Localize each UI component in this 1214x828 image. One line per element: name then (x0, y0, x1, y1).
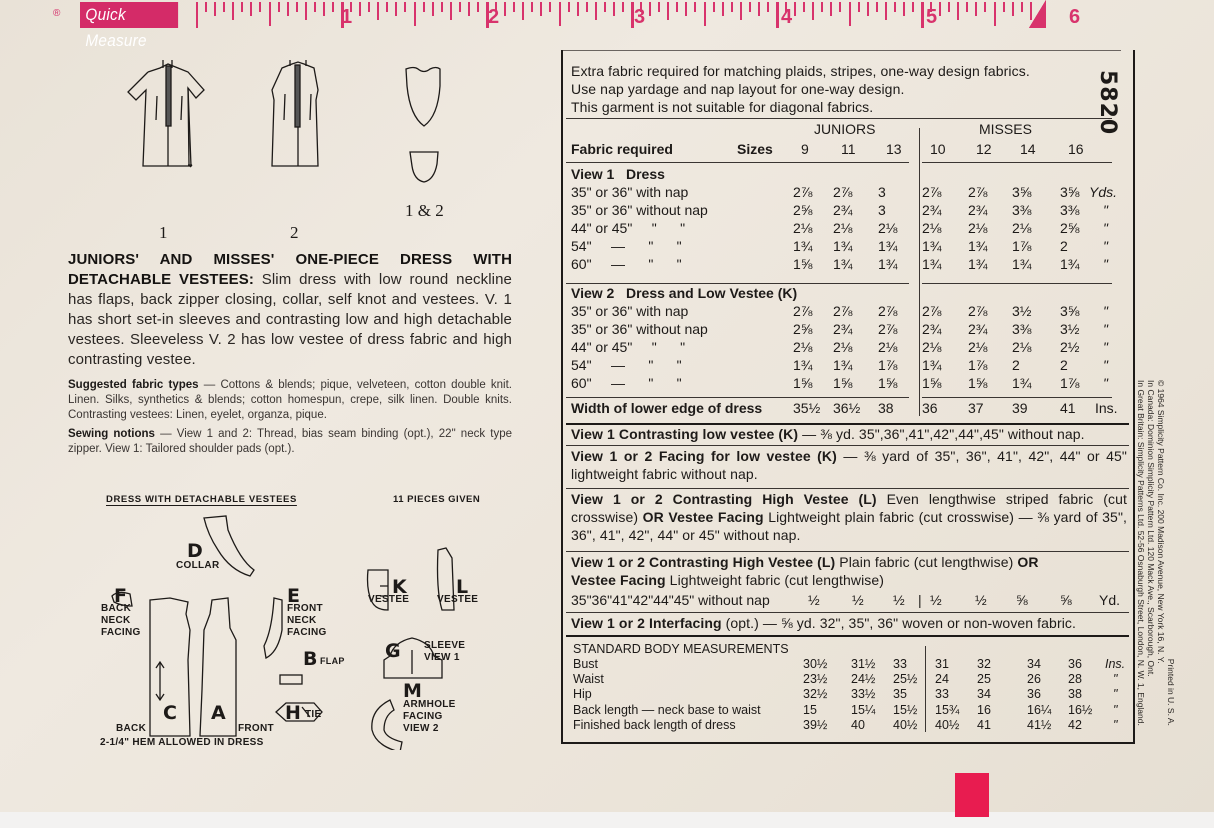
size-header: 13 (886, 141, 902, 157)
yardage-value: 2⅛ (878, 339, 898, 355)
row-label: 60" — " " (571, 256, 682, 272)
yardage-value: 1¾ (1060, 256, 1080, 272)
piece-letter-d: D (187, 540, 203, 562)
description-body: Slim dress with low round neckline has flaps, back zipper closing, collar, self knot and vestees. V. 1 has short set-in sleeves and contrasting low and high detachable vestees. Sleeveless V. 2 has low vestee of dress fabric and high contrasting vestee. (68, 271, 512, 368)
yardage-value: 1⅝ (793, 256, 813, 272)
row-label: 35" or 36" with nap (571, 184, 689, 200)
width-value: 41 (1060, 400, 1076, 416)
divider (566, 397, 909, 398)
row-label: 35" or 36" with nap (571, 303, 689, 319)
measurement-label: Finished back length of dress (573, 717, 736, 732)
copyright-line: In Canada: Dominion Simplicity Pattern Ltd. 120 Mack Ave., Scarborough, Ont. (1146, 380, 1156, 677)
yardage-value: 2⅛ (922, 339, 942, 355)
yardage-value: 2⅛ (968, 339, 988, 355)
yardage-value: 2⅛ (922, 220, 942, 236)
measurement-value: 33 (893, 657, 907, 671)
vestees-views-label: 1 & 2 (405, 201, 444, 220)
ruler-number: 3 (634, 6, 646, 28)
yardage-value: 2 (1060, 238, 1068, 254)
measurement-value: 32½ (803, 687, 828, 702)
piece-name-vestee-l: VESTEE (437, 594, 479, 605)
measurement-value: 26 (1027, 672, 1041, 687)
piece-name-back: BACK (116, 723, 147, 734)
yardage-value: 2⅛ (833, 339, 853, 355)
measurement-value: 40½ (935, 717, 960, 732)
yardage-value: ⅝ (1016, 592, 1028, 608)
yardage-value: 1¾ (968, 256, 988, 272)
yardage-value: 2⅞ (878, 303, 898, 319)
unit: Yd. (1099, 592, 1121, 608)
yardage-value: 2½ (1060, 339, 1080, 355)
note-label: OR (1017, 554, 1039, 570)
yardage-value: 3½ (1060, 321, 1080, 337)
high-vestee-striped-note (571, 490, 1127, 544)
measurement-value: 42 (1068, 717, 1082, 732)
divider (566, 283, 909, 284)
piece-letter-h: H (285, 702, 301, 724)
pieces-diagram-title: DRESS WITH DETACHABLE VESTEES (106, 494, 297, 505)
measurement-label: Bust (573, 657, 599, 671)
ruler-number: 1 (341, 6, 353, 28)
yardage-value: 3 (878, 184, 886, 200)
registered-mark: ® (53, 8, 61, 19)
piece-letter-e: E (287, 585, 300, 607)
note-label: View 1 or 2 Contrasting High Vestee (L) (571, 491, 877, 507)
widths-label: 35"36"41"42"44"45" without nap (571, 592, 770, 608)
unit: " (1103, 220, 1108, 236)
yardage-value: 2⅛ (1012, 220, 1032, 236)
divider (566, 635, 1129, 637)
yardage-value: 1¾ (922, 256, 942, 272)
yardage-value: ½ (893, 592, 905, 608)
yardage-value: 3⅜ (1012, 202, 1032, 218)
measurement-value: 16 (977, 702, 991, 717)
yardage-value: 3⅝ (1060, 184, 1080, 200)
yardage-value: 1⅝ (922, 375, 942, 391)
note-text: — ⅜ yard of 35", 36", 41", 42", 44" or 45" lightweight fabric without nap. (571, 448, 1127, 482)
note-label: View 1 or 2 Interfacing (571, 615, 722, 631)
row-label: 54" — " " (571, 238, 682, 254)
piece-letter-f: F (114, 585, 127, 607)
yardage-value: ½ (852, 592, 864, 608)
quick-measure-badge: Quick Measure (80, 2, 178, 28)
note-label: View 1 or 2 Contrasting High Vestee (L) (571, 554, 836, 570)
row-label: 35" or 36" without nap (571, 202, 708, 218)
yardage-value: 2⅞ (833, 184, 853, 200)
unit: " (1103, 321, 1108, 337)
unit: " (1113, 702, 1118, 717)
divider (566, 488, 1129, 489)
yardage-value: ½ (930, 592, 942, 608)
measurement-value: 41 (977, 717, 991, 732)
yardage-value: 3 (878, 202, 886, 218)
piece-name-collar: COLLAR (176, 560, 220, 571)
pattern-number: 5820 (1095, 70, 1120, 136)
unit: " (1113, 672, 1118, 687)
yardage-value: 1¾ (833, 238, 853, 254)
measurement-value: 35 (893, 687, 907, 702)
ruler-number: 5 (926, 6, 938, 28)
copyright-line: © 1964 Simplicity Pattern Co. Inc. 200 Madison Avenue, New York 16, N. Y. (1156, 380, 1166, 664)
yardage-value: 2⅞ (922, 184, 942, 200)
piece-name-armhole-facing: ARMHOLE FACING VIEW 2 (403, 699, 456, 734)
size-header: 14 (1020, 141, 1036, 157)
yardage-value: 3⅝ (1060, 303, 1080, 319)
yardage-value: 2¾ (833, 321, 853, 337)
yardage-value: 2⅞ (793, 184, 813, 200)
fabric-types-text: — Cottons & blends; pique, velveteen, cotton double knit. Linen. Silks, synthetics & blends; cotton homespun, crepe, silk linen. Double knits. Contrasting vestees: Linen, eyelet, organza, pique. (68, 379, 513, 421)
yardage-value: 2⅛ (878, 220, 898, 236)
row-label: 60" — " " (571, 375, 682, 391)
yardage-value: 3⅜ (1060, 202, 1080, 218)
yardage-value: 1⅞ (1012, 238, 1032, 254)
note-text: — ⅜ yd. 35",36",41",42",44",45" without nap. (802, 426, 1085, 442)
piece-letter-k: K (392, 576, 407, 598)
copyright-line: In Great Britain: Simplicity Patterns Ltd. 52-56 Osnaburgh Street, London, N. W. 1, England. (1136, 380, 1146, 726)
measurement-value: 15¼ (851, 702, 876, 717)
yardage-value: 1¾ (1012, 256, 1032, 272)
measurement-value: 33 (935, 687, 949, 702)
measurement-value: 41½ (1027, 717, 1052, 732)
juniors-misses-divider (925, 646, 926, 732)
width-lower-edge-label: Width of lower edge of dress (571, 400, 763, 416)
unit: Ins. (1095, 400, 1118, 416)
row-label: 35" or 36" without nap (571, 321, 708, 337)
yardage-value: 2⅞ (833, 303, 853, 319)
yardage-value: 1¾ (1012, 375, 1032, 391)
unit: " (1103, 375, 1108, 391)
yardage-value: 3½ (1012, 303, 1032, 319)
measurement-value: 16¼ (1027, 702, 1052, 717)
contrasting-low-vestee-note (571, 425, 1127, 443)
divider (566, 162, 909, 163)
measurement-value: 24 (935, 672, 949, 687)
yardage-value: 1¾ (922, 357, 942, 373)
notions-label: Sewing notions (68, 428, 155, 440)
measurement-value: 31 (935, 657, 949, 671)
notions-text: — View 1 and 2: Thread, bias seam binding (opt.), 22" neck type zipper. View 1: Tailored shoulder pads (opt.). (68, 428, 512, 455)
note-text: Even lengthwise striped fabric (cut crosswise) (571, 491, 1128, 525)
yardage-value: 2 (1012, 357, 1020, 373)
note-label: Vestee Facing (571, 572, 666, 588)
measurement-value: 36 (1027, 687, 1041, 702)
piece-letter-c: C (163, 702, 177, 724)
yardage-value: 2⅞ (968, 303, 988, 319)
yardage-value: 1⅝ (968, 375, 988, 391)
divider (566, 612, 1129, 613)
yardage-value: 1⅞ (968, 357, 988, 373)
row-label: 44" or 45" " " (571, 220, 686, 236)
yardage-value: 1¾ (833, 256, 853, 272)
yardage-value: 2¾ (833, 202, 853, 218)
misses-header: MISSES (979, 121, 1032, 137)
measurement-value: 40½ (893, 717, 918, 732)
measurement-label: Back length — neck base to waist (573, 702, 761, 717)
width-value: 37 (968, 400, 984, 416)
piece-letter-g: G (385, 640, 401, 662)
yardage-value: 2⅛ (833, 220, 853, 236)
width-value: 36½ (833, 400, 861, 416)
note-text: Lightweight fabric (cut lengthwise) (665, 572, 885, 588)
measurement-label: Hip (573, 687, 592, 702)
yardage-value: 2⅞ (968, 184, 988, 200)
piece-name-front-neck-facing: FRONT NECK FACING (287, 603, 327, 638)
measurement-value: 31½ (851, 657, 876, 671)
yardage-value: 2⅞ (793, 303, 813, 319)
juniors-header: JUNIORS (814, 121, 876, 137)
yardage-value: 1¾ (833, 357, 853, 373)
view-2-label: 2 (290, 223, 299, 242)
ruler-number: 2 (488, 6, 500, 28)
piece-name-back-neck-facing: BACK NECK FACING (101, 603, 141, 638)
size-header: 16 (1068, 141, 1084, 157)
measurement-value: 34 (977, 687, 991, 702)
measurement-value: 34 (1027, 657, 1041, 671)
yardage-value: 2¾ (922, 321, 942, 337)
unit: " (1113, 687, 1118, 702)
width-value: 35½ (793, 400, 821, 416)
measurement-value: 15¾ (935, 702, 960, 717)
piece-name-sleeve: SLEEVE VIEW 1 (424, 640, 466, 663)
unit: " (1113, 717, 1118, 732)
piece-name-vestee-k: VESTEE (368, 594, 410, 605)
yardage-value: ½ (808, 592, 820, 608)
note-label: OR Vestee Facing (642, 509, 764, 525)
piece-name-flap: FLAP (320, 656, 345, 666)
measurement-value: 15½ (893, 702, 918, 717)
size-header: 9 (801, 141, 809, 157)
yardage-value: 2⅝ (793, 202, 813, 218)
yardage-value: 2⅛ (1012, 339, 1032, 355)
yardage-value: 2⅝ (1060, 220, 1080, 236)
copyright-notice (1136, 380, 1176, 726)
unit: " (1103, 238, 1108, 254)
yardage-value: 1⅝ (878, 375, 898, 391)
size-header: 11 (841, 141, 856, 157)
yardage-value: 1¾ (878, 256, 898, 272)
note-text: Lightweight plain fabric (cut crosswise) — ⅜ yard of 35", 36", 41", 42", 44" or 45" without nap. (571, 509, 1128, 543)
yardage-value: 2⅛ (793, 339, 813, 355)
measurement-value: 15 (803, 702, 817, 717)
note-text: (opt.) — ⅝ yd. 32", 35", 36" woven or non-woven fabric. (721, 615, 1077, 631)
yardage-value: 1⅞ (878, 357, 898, 373)
note-text: Plain fabric (cut lengthwise) (835, 554, 1018, 570)
note-line: Use nap yardage and nap layout for one-way design. (571, 81, 905, 97)
piece-letter-b: B (303, 648, 318, 670)
width-value: 38 (878, 400, 894, 416)
unit: Yds. (1089, 184, 1118, 200)
note-line: Extra fabric required for matching plaids, stripes, one-way design fabrics. (571, 63, 1030, 79)
yardage-value: 2⅝ (793, 321, 813, 337)
measurement-value: 38 (1068, 687, 1082, 702)
unit: " (1103, 256, 1108, 272)
yardage-value: 2⅞ (922, 303, 942, 319)
yardage-value: 2⅛ (968, 220, 988, 236)
yardage-value: 3⅝ (1012, 184, 1032, 200)
yardage-value: ⅝ (1060, 592, 1072, 608)
yardage-value: 2 (1060, 357, 1068, 373)
fabric-types-label: Suggested fabric types (68, 379, 199, 391)
facing-low-vestee-note (571, 447, 1127, 483)
measurement-label: Waist (573, 672, 604, 687)
measurement-value: 28 (1068, 672, 1082, 687)
unit: " (1103, 202, 1108, 218)
unit: " (1103, 303, 1108, 319)
size-header: 12 (976, 141, 992, 157)
piece-letter-l: L (456, 576, 469, 598)
note-label: View 1 Contrasting low vestee (K) (571, 426, 799, 442)
size-header: 10 (930, 141, 946, 157)
yardage-value: 1¾ (793, 357, 813, 373)
divider (566, 551, 1129, 552)
description-title: JUNIORS' AND MISSES' ONE-PIECE DRESS WITH DETACHABLE VESTEES: (68, 251, 512, 288)
measurement-value: 24½ (851, 672, 876, 687)
pieces-count: 11 PIECES GIVEN (393, 494, 481, 505)
row-label: 44" or 45" " " (571, 339, 686, 355)
width-value: 36 (922, 400, 938, 416)
measurement-value: 23½ (803, 672, 828, 687)
yardage-value: 2¾ (968, 321, 988, 337)
yardage-value: 1¾ (878, 238, 898, 254)
yardage-value: 1¾ (793, 238, 813, 254)
yardage-value: 1⅝ (793, 375, 813, 391)
printed-in: Printed in U. S. A. (1166, 658, 1176, 726)
divider (566, 445, 1129, 446)
measurement-value: 32 (977, 657, 991, 671)
piece-letter-m: M (403, 680, 422, 702)
divider (566, 118, 1112, 119)
view-1-label: 1 (159, 223, 168, 242)
row-label: 54" — " " (571, 357, 682, 373)
sizes-label: Sizes (737, 141, 773, 157)
yardage-value: 1⅞ (1060, 375, 1080, 391)
interfacing-note (571, 614, 1127, 632)
high-vestee-plain-note (571, 553, 1127, 589)
piece-letter-a: A (211, 702, 226, 724)
section-title: View 2 Dress and Low Vestee (K) (571, 285, 798, 301)
yardage-value: 2⅛ (793, 220, 813, 236)
divider (922, 283, 1112, 284)
measurement-value: 16½ (1068, 702, 1093, 717)
yardage-value: 1¾ (968, 238, 988, 254)
divider (922, 397, 1112, 398)
section-title: View 1 Dress (571, 166, 665, 182)
measurement-value: 33½ (851, 687, 876, 702)
hem-allowance-note: 2-1/4" HEM ALLOWED IN DRESS (100, 737, 264, 748)
measurement-value: 25½ (893, 672, 918, 687)
yardage-value: 2¾ (922, 202, 942, 218)
yardage-value: 3⅜ (1012, 321, 1032, 337)
yardage-value: 1⅝ (833, 375, 853, 391)
unit: Ins. (1105, 657, 1126, 671)
measurement-value: 25 (977, 672, 991, 687)
unit: " (1103, 339, 1108, 355)
divider (922, 162, 1112, 163)
yardage-value: ½ (975, 592, 987, 608)
juniors-misses-divider (919, 128, 920, 416)
piece-name-tie: TIE (305, 709, 322, 720)
ruler-number: 4 (781, 6, 793, 28)
measurement-value: 36 (1068, 657, 1082, 671)
measurement-value: 39½ (803, 717, 828, 732)
yardage-value: 2⅞ (878, 321, 898, 337)
color-marker-square (955, 773, 989, 817)
measurement-value: 30½ (803, 657, 828, 671)
note-line: This garment is not suitable for diagonal fabrics. (571, 99, 874, 115)
yardage-value: 2¾ (968, 202, 988, 218)
note-label: View 1 or 2 Facing for low vestee (K) (571, 448, 837, 464)
width-value: 39 (1012, 400, 1028, 416)
measurement-value: 40 (851, 717, 865, 732)
piece-name-front: FRONT (238, 723, 274, 734)
yardage-value: 1¾ (922, 238, 942, 254)
body-measurements-title: STANDARD BODY MEASUREMENTS (573, 642, 789, 656)
fabric-required-label: Fabric required (571, 141, 673, 157)
unit: " (1103, 357, 1108, 373)
ruler-number: 6 (1069, 6, 1081, 28)
divider-bar: | (918, 592, 922, 608)
